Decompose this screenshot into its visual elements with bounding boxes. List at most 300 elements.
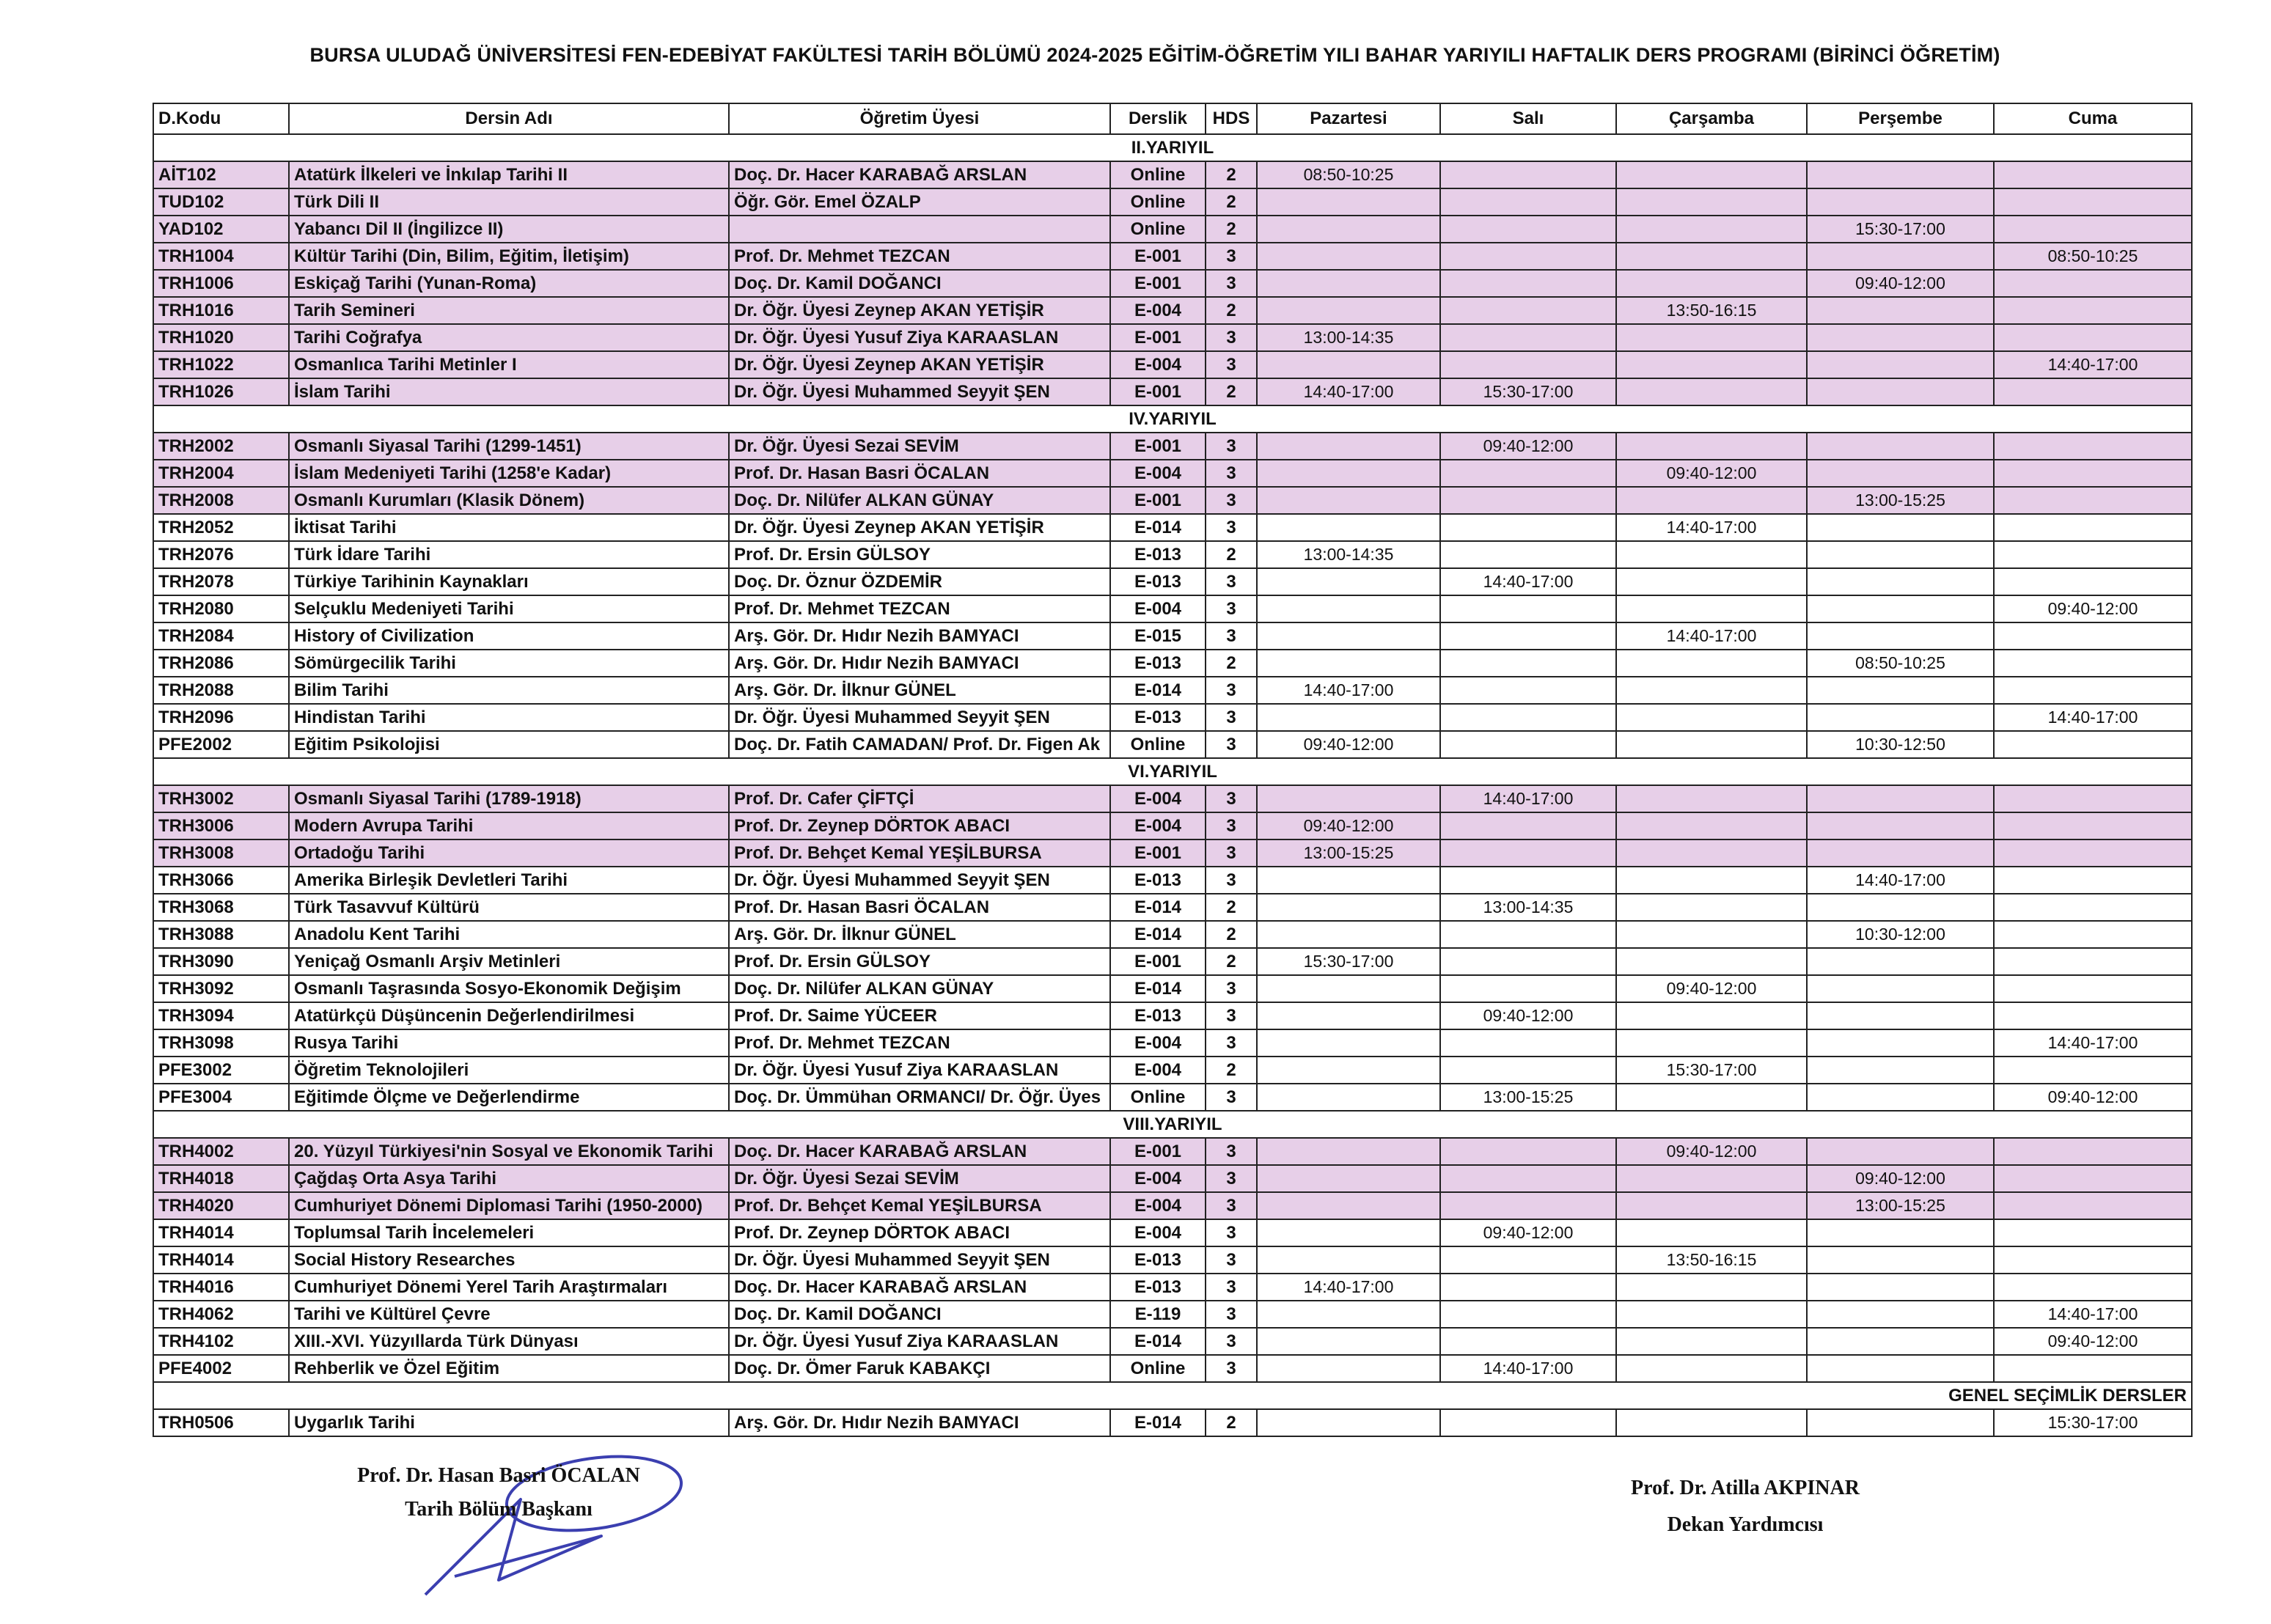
thursday-cell bbox=[1807, 622, 1994, 650]
room-cell: E-014 bbox=[1110, 1328, 1206, 1355]
course-row bbox=[153, 1355, 2192, 1382]
wednesday-cell bbox=[1616, 1084, 1807, 1111]
room-cell: E-014 bbox=[1110, 921, 1206, 948]
instructor-cell: Dr. Öğr. Üyesi Zeynep AKAN YETİŞİR bbox=[729, 351, 1110, 378]
friday-cell bbox=[1994, 433, 2192, 460]
semester-section-row bbox=[153, 405, 2192, 433]
tuesday-cell bbox=[1440, 1138, 1616, 1165]
code-cell: PFE2002 bbox=[153, 731, 289, 758]
tuesday-cell bbox=[1440, 243, 1616, 270]
hds-cell: 3 bbox=[1206, 704, 1257, 731]
hds-cell: 3 bbox=[1206, 595, 1257, 622]
course-cell: Ortadoğu Tarihi bbox=[289, 839, 729, 867]
code-cell: TRH3094 bbox=[153, 1002, 289, 1029]
room-cell: E-014 bbox=[1110, 677, 1206, 704]
course-cell: Toplumsal Tarih İncelemeleri bbox=[289, 1219, 729, 1246]
instructor-cell: Öğr. Gör. Emel ÖZALP bbox=[729, 188, 1110, 216]
course-cell: Çağdaş Orta Asya Tarihi bbox=[289, 1165, 729, 1192]
hds-cell: 2 bbox=[1206, 161, 1257, 188]
room-cell: E-004 bbox=[1110, 1219, 1206, 1246]
tuesday-cell bbox=[1440, 812, 1616, 839]
thursday-cell bbox=[1807, 514, 1994, 541]
thursday-cell bbox=[1807, 812, 1994, 839]
course-cell: Sömürgecilik Tarihi bbox=[289, 650, 729, 677]
friday-cell bbox=[1994, 1057, 2192, 1084]
friday-cell: 14:40-17:00 bbox=[1994, 704, 2192, 731]
course-row bbox=[153, 975, 2192, 1002]
code-cell: TRH1006 bbox=[153, 270, 289, 297]
course-cell: XIII.-XVI. Yüzyıllarda Türk Dünyası bbox=[289, 1328, 729, 1355]
tuesday-cell: 14:40-17:00 bbox=[1440, 1355, 1616, 1382]
tuesday-cell bbox=[1440, 677, 1616, 704]
course-row bbox=[153, 161, 2192, 188]
thursday-cell bbox=[1807, 351, 1994, 378]
friday-cell bbox=[1994, 921, 2192, 948]
course-row bbox=[153, 433, 2192, 460]
course-row bbox=[153, 1002, 2192, 1029]
tuesday-cell: 09:40-12:00 bbox=[1440, 1219, 1616, 1246]
room-cell: Online bbox=[1110, 216, 1206, 243]
instructor-cell: Dr. Öğr. Üyesi Yusuf Ziya KARAASLAN bbox=[729, 324, 1110, 351]
course-cell: Osmanlı Kurumları (Klasik Dönem) bbox=[289, 487, 729, 514]
room-cell: E-013 bbox=[1110, 1002, 1206, 1029]
signatory-name-right: Prof. Dr. Atilla AKPINAR bbox=[1631, 1477, 1860, 1499]
room-cell: Online bbox=[1110, 161, 1206, 188]
friday-cell: 14:40-17:00 bbox=[1994, 1301, 2192, 1328]
thursday-cell bbox=[1807, 839, 1994, 867]
instructor-cell: Doç. Dr. Öznur ÖZDEMİR bbox=[729, 568, 1110, 595]
hds-cell: 3 bbox=[1206, 433, 1257, 460]
instructor-cell: Dr. Öğr. Üyesi Zeynep AKAN YETİŞİR bbox=[729, 297, 1110, 324]
instructor-cell: Doç. Dr. Hacer KARABAĞ ARSLAN bbox=[729, 1138, 1110, 1165]
room-cell: E-001 bbox=[1110, 270, 1206, 297]
wednesday-cell bbox=[1616, 1192, 1807, 1219]
room-cell: E-013 bbox=[1110, 568, 1206, 595]
hds-cell: 3 bbox=[1206, 1192, 1257, 1219]
instructor-cell: Doç. Dr. Kamil DOĞANCI bbox=[729, 1301, 1110, 1328]
thursday-cell bbox=[1807, 677, 1994, 704]
friday-cell bbox=[1994, 650, 2192, 677]
friday-cell: 15:30-17:00 bbox=[1994, 1409, 2192, 1436]
monday-cell bbox=[1257, 867, 1440, 894]
friday-cell bbox=[1994, 216, 2192, 243]
tuesday-cell bbox=[1440, 1029, 1616, 1057]
monday-cell bbox=[1257, 1355, 1440, 1382]
monday-cell bbox=[1257, 921, 1440, 948]
code-cell: TRH1004 bbox=[153, 243, 289, 270]
schedule-body bbox=[153, 134, 2192, 1436]
instructor-cell: Prof. Dr. Behçet Kemal YEŞİLBURSA bbox=[729, 839, 1110, 867]
semester-section-label: VIII.YARIYIL bbox=[153, 1111, 2192, 1138]
course-row bbox=[153, 839, 2192, 867]
course-row bbox=[153, 1219, 2192, 1246]
tuesday-cell bbox=[1440, 514, 1616, 541]
hds-cell: 3 bbox=[1206, 514, 1257, 541]
thursday-cell bbox=[1807, 1029, 1994, 1057]
course-row bbox=[153, 487, 2192, 514]
semester-section-label: IV.YARIYIL bbox=[153, 405, 2192, 433]
hds-cell: 3 bbox=[1206, 677, 1257, 704]
course-row bbox=[153, 622, 2192, 650]
friday-cell bbox=[1994, 839, 2192, 867]
room-cell: E-004 bbox=[1110, 1192, 1206, 1219]
hds-cell: 3 bbox=[1206, 839, 1257, 867]
thursday-cell bbox=[1807, 785, 1994, 812]
hds-cell: 2 bbox=[1206, 378, 1257, 405]
instructor-cell: Prof. Dr. Zeynep DÖRTOK ABACI bbox=[729, 812, 1110, 839]
wednesday-cell bbox=[1616, 1002, 1807, 1029]
room-cell: E-013 bbox=[1110, 541, 1206, 568]
friday-cell bbox=[1994, 460, 2192, 487]
course-cell: Eskiçağ Tarihi (Yunan-Roma) bbox=[289, 270, 729, 297]
course-row bbox=[153, 704, 2192, 731]
room-cell: E-004 bbox=[1110, 297, 1206, 324]
document-title: BURSA ULUDAĞ ÜNİVERSİTESİ FEN-EDEBİYAT FAKÜLTESİ TARİH BÖLÜMÜ 2024-2025 EĞİTİM-ÖĞRETİM YILI BAHAR YARIYILI HAFTALIK DERS PROGRAMI (BİRİNCİ ÖĞRETİM) bbox=[309, 44, 2000, 66]
course-row bbox=[153, 1057, 2192, 1084]
course-row bbox=[153, 1409, 2192, 1436]
room-cell: E-004 bbox=[1110, 460, 1206, 487]
instructor-cell: Dr. Öğr. Üyesi Zeynep AKAN YETİŞİR bbox=[729, 514, 1110, 541]
friday-cell: 14:40-17:00 bbox=[1994, 1029, 2192, 1057]
code-cell: TRH2002 bbox=[153, 433, 289, 460]
code-cell: TRH2004 bbox=[153, 460, 289, 487]
monday-cell: 09:40-12:00 bbox=[1257, 731, 1440, 758]
monday-cell bbox=[1257, 1029, 1440, 1057]
thursday-cell bbox=[1807, 894, 1994, 921]
thursday-cell: 09:40-12:00 bbox=[1807, 270, 1994, 297]
code-cell: TRH3066 bbox=[153, 867, 289, 894]
signatory-title-right: Dekan Yardımcısı bbox=[1667, 1513, 1824, 1536]
friday-cell bbox=[1994, 867, 2192, 894]
room-cell: E-013 bbox=[1110, 1274, 1206, 1301]
friday-cell bbox=[1994, 1219, 2192, 1246]
room-cell: E-119 bbox=[1110, 1301, 1206, 1328]
instructor-cell: Prof. Dr. Mehmet TEZCAN bbox=[729, 595, 1110, 622]
course-row bbox=[153, 568, 2192, 595]
hds-cell: 2 bbox=[1206, 297, 1257, 324]
instructor-cell: Dr. Öğr. Üyesi Muhammed Seyyit ŞEN bbox=[729, 378, 1110, 405]
thursday-cell bbox=[1807, 568, 1994, 595]
wednesday-cell bbox=[1616, 433, 1807, 460]
monday-cell bbox=[1257, 894, 1440, 921]
hds-cell: 2 bbox=[1206, 216, 1257, 243]
course-cell: Eğitim Psikolojisi bbox=[289, 731, 729, 758]
instructor-cell: Dr. Öğr. Üyesi Muhammed Seyyit ŞEN bbox=[729, 867, 1110, 894]
course-row bbox=[153, 595, 2192, 622]
code-cell: TRH4018 bbox=[153, 1165, 289, 1192]
hds-cell: 2 bbox=[1206, 1057, 1257, 1084]
thursday-cell bbox=[1807, 1355, 1994, 1382]
thursday-cell bbox=[1807, 975, 1994, 1002]
wednesday-cell bbox=[1616, 161, 1807, 188]
room-cell: Online bbox=[1110, 1084, 1206, 1111]
code-cell: TRH4014 bbox=[153, 1246, 289, 1274]
hds-cell: 3 bbox=[1206, 487, 1257, 514]
instructor-cell: Doç. Dr. Nilüfer ALKAN GÜNAY bbox=[729, 975, 1110, 1002]
course-row bbox=[153, 1328, 2192, 1355]
thursday-cell bbox=[1807, 948, 1994, 975]
monday-cell bbox=[1257, 1138, 1440, 1165]
thursday-cell bbox=[1807, 324, 1994, 351]
hds-cell: 3 bbox=[1206, 1328, 1257, 1355]
wednesday-cell bbox=[1616, 1029, 1807, 1057]
course-row bbox=[153, 894, 2192, 921]
thursday-cell bbox=[1807, 188, 1994, 216]
friday-cell bbox=[1994, 1138, 2192, 1165]
friday-cell: 09:40-12:00 bbox=[1994, 1328, 2192, 1355]
friday-cell bbox=[1994, 622, 2192, 650]
friday-cell bbox=[1994, 378, 2192, 405]
tuesday-cell bbox=[1440, 297, 1616, 324]
course-cell: Tarihi Coğrafya bbox=[289, 324, 729, 351]
wednesday-cell bbox=[1616, 1409, 1807, 1436]
signatory-title-left: Tarih Bölüm Başkanı bbox=[405, 1498, 592, 1521]
thursday-cell bbox=[1807, 704, 1994, 731]
wednesday-cell bbox=[1616, 867, 1807, 894]
course-cell: Uygarlık Tarihi bbox=[289, 1409, 729, 1436]
course-cell: Yeniçağ Osmanlı Arşiv Metinleri bbox=[289, 948, 729, 975]
friday-cell bbox=[1994, 1246, 2192, 1274]
code-cell: TRH4062 bbox=[153, 1301, 289, 1328]
room-cell: E-004 bbox=[1110, 351, 1206, 378]
instructor-cell: Doç. Dr. Hacer KARABAĞ ARSLAN bbox=[729, 161, 1110, 188]
course-cell: Osmanlıca Tarihi Metinler I bbox=[289, 351, 729, 378]
thursday-cell bbox=[1807, 1138, 1994, 1165]
course-row bbox=[153, 541, 2192, 568]
instructor-cell: Dr. Öğr. Üyesi Sezai SEVİM bbox=[729, 433, 1110, 460]
hds-cell: 2 bbox=[1206, 921, 1257, 948]
friday-cell bbox=[1994, 514, 2192, 541]
code-cell: TRH4016 bbox=[153, 1274, 289, 1301]
monday-cell bbox=[1257, 704, 1440, 731]
room-cell: E-004 bbox=[1110, 812, 1206, 839]
hds-cell: 2 bbox=[1206, 1409, 1257, 1436]
monday-cell bbox=[1257, 975, 1440, 1002]
code-cell: PFE3002 bbox=[153, 1057, 289, 1084]
course-cell: Türk Dili II bbox=[289, 188, 729, 216]
room-cell: E-001 bbox=[1110, 433, 1206, 460]
hds-cell: 3 bbox=[1206, 243, 1257, 270]
thursday-cell bbox=[1807, 243, 1994, 270]
wednesday-cell: 15:30-17:00 bbox=[1616, 1057, 1807, 1084]
instructor-cell: Dr. Öğr. Üyesi Sezai SEVİM bbox=[729, 1165, 1110, 1192]
wednesday-cell bbox=[1616, 948, 1807, 975]
room-cell: E-013 bbox=[1110, 1246, 1206, 1274]
instructor-cell: Prof. Dr. Behçet Kemal YEŞİLBURSA bbox=[729, 1192, 1110, 1219]
room-cell: E-001 bbox=[1110, 487, 1206, 514]
code-cell: TRH2080 bbox=[153, 595, 289, 622]
tuesday-cell bbox=[1440, 704, 1616, 731]
friday-cell bbox=[1994, 812, 2192, 839]
room-cell: E-001 bbox=[1110, 1138, 1206, 1165]
thursday-cell bbox=[1807, 1409, 1994, 1436]
thursday-cell bbox=[1807, 161, 1994, 188]
room-cell: E-004 bbox=[1110, 785, 1206, 812]
room-cell: E-014 bbox=[1110, 1409, 1206, 1436]
wednesday-cell bbox=[1616, 1165, 1807, 1192]
course-row bbox=[153, 1246, 2192, 1274]
monday-cell bbox=[1257, 297, 1440, 324]
friday-cell: 14:40-17:00 bbox=[1994, 351, 2192, 378]
room-cell: E-001 bbox=[1110, 839, 1206, 867]
monday-cell bbox=[1257, 216, 1440, 243]
friday-cell bbox=[1994, 541, 2192, 568]
col-header-hds: HDS bbox=[1206, 103, 1257, 134]
course-cell: Bilim Tarihi bbox=[289, 677, 729, 704]
signature-block-right bbox=[1562, 1470, 1929, 1543]
monday-cell bbox=[1257, 1409, 1440, 1436]
tuesday-cell bbox=[1440, 324, 1616, 351]
tuesday-cell: 13:00-15:25 bbox=[1440, 1084, 1616, 1111]
monday-cell bbox=[1257, 1301, 1440, 1328]
wednesday-cell bbox=[1616, 812, 1807, 839]
code-cell: TRH3006 bbox=[153, 812, 289, 839]
tuesday-cell bbox=[1440, 541, 1616, 568]
course-cell: Rehberlik ve Özel Eğitim bbox=[289, 1355, 729, 1382]
hds-cell: 2 bbox=[1206, 650, 1257, 677]
wednesday-cell bbox=[1616, 1355, 1807, 1382]
monday-cell bbox=[1257, 1165, 1440, 1192]
hds-cell: 3 bbox=[1206, 1029, 1257, 1057]
wednesday-cell bbox=[1616, 487, 1807, 514]
tuesday-cell: 13:00-14:35 bbox=[1440, 894, 1616, 921]
code-cell: TRH3090 bbox=[153, 948, 289, 975]
course-cell: İslam Tarihi bbox=[289, 378, 729, 405]
friday-cell: 09:40-12:00 bbox=[1994, 595, 2192, 622]
instructor-cell: Doç. Dr. Fatih CAMADAN/ Prof. Dr. Figen Ak bbox=[729, 731, 1110, 758]
hds-cell: 2 bbox=[1206, 188, 1257, 216]
tuesday-cell bbox=[1440, 650, 1616, 677]
monday-cell bbox=[1257, 1002, 1440, 1029]
wednesday-cell bbox=[1616, 1328, 1807, 1355]
semester-section-row bbox=[153, 1111, 2192, 1138]
thursday-cell bbox=[1807, 297, 1994, 324]
code-cell: TRH4020 bbox=[153, 1192, 289, 1219]
code-cell: TRH0506 bbox=[153, 1409, 289, 1436]
instructor-cell: Prof. Dr. Zeynep DÖRTOK ABACI bbox=[729, 1219, 1110, 1246]
instructor-cell: Prof. Dr. Ersin GÜLSOY bbox=[729, 948, 1110, 975]
course-cell: Öğretim Teknolojileri bbox=[289, 1057, 729, 1084]
thursday-cell bbox=[1807, 1219, 1994, 1246]
wednesday-cell: 14:40-17:00 bbox=[1616, 514, 1807, 541]
tuesday-cell bbox=[1440, 948, 1616, 975]
course-row bbox=[153, 324, 2192, 351]
course-cell: Osmanlı Siyasal Tarihi (1299-1451) bbox=[289, 433, 729, 460]
friday-cell bbox=[1994, 297, 2192, 324]
course-cell: Kültür Tarihi (Din, Bilim, Eğitim, İletişim) bbox=[289, 243, 729, 270]
hds-cell: 2 bbox=[1206, 948, 1257, 975]
room-cell: E-004 bbox=[1110, 1057, 1206, 1084]
code-cell: TRH3002 bbox=[153, 785, 289, 812]
code-cell: TRH3092 bbox=[153, 975, 289, 1002]
thursday-cell: 15:30-17:00 bbox=[1807, 216, 1994, 243]
course-row bbox=[153, 921, 2192, 948]
tuesday-cell bbox=[1440, 1057, 1616, 1084]
course-cell: Rusya Tarihi bbox=[289, 1029, 729, 1057]
course-row bbox=[153, 270, 2192, 297]
thursday-cell: 09:40-12:00 bbox=[1807, 1165, 1994, 1192]
hds-cell: 3 bbox=[1206, 1219, 1257, 1246]
col-header-friday: Cuma bbox=[1994, 103, 2192, 134]
monday-cell bbox=[1257, 1084, 1440, 1111]
course-row bbox=[153, 812, 2192, 839]
wednesday-cell bbox=[1616, 568, 1807, 595]
friday-cell bbox=[1994, 324, 2192, 351]
hds-cell: 3 bbox=[1206, 1246, 1257, 1274]
friday-cell: 08:50-10:25 bbox=[1994, 243, 2192, 270]
instructor-cell: Prof. Dr. Hasan Basri ÖCALAN bbox=[729, 894, 1110, 921]
monday-cell: 13:00-15:25 bbox=[1257, 839, 1440, 867]
tuesday-cell bbox=[1440, 595, 1616, 622]
wednesday-cell bbox=[1616, 378, 1807, 405]
hds-cell: 3 bbox=[1206, 324, 1257, 351]
wednesday-cell: 13:50-16:15 bbox=[1616, 1246, 1807, 1274]
room-cell: E-001 bbox=[1110, 378, 1206, 405]
monday-cell bbox=[1257, 188, 1440, 216]
monday-cell bbox=[1257, 351, 1440, 378]
monday-cell bbox=[1257, 1328, 1440, 1355]
friday-cell bbox=[1994, 1192, 2192, 1219]
room-cell: E-001 bbox=[1110, 948, 1206, 975]
col-header-instructor: Öğretim Üyesi bbox=[729, 103, 1110, 134]
course-row bbox=[153, 1301, 2192, 1328]
instructor-cell: Arş. Gör. Dr. Hıdır Nezih BAMYACI bbox=[729, 650, 1110, 677]
tuesday-cell bbox=[1440, 188, 1616, 216]
col-header-monday: Pazartesi bbox=[1257, 103, 1440, 134]
wednesday-cell bbox=[1616, 650, 1807, 677]
course-cell: Atatürkçü Düşüncenin Değerlendirilmesi bbox=[289, 1002, 729, 1029]
code-cell: TRH2052 bbox=[153, 514, 289, 541]
course-cell: Cumhuriyet Dönemi Diplomasi Tarihi (1950-2000) bbox=[289, 1192, 729, 1219]
instructor-cell: Doç. Dr. Nilüfer ALKAN GÜNAY bbox=[729, 487, 1110, 514]
wednesday-cell bbox=[1616, 541, 1807, 568]
wednesday-cell: 09:40-12:00 bbox=[1616, 1138, 1807, 1165]
schedule-table bbox=[153, 103, 2193, 1437]
code-cell: TRH3088 bbox=[153, 921, 289, 948]
thursday-cell bbox=[1807, 595, 1994, 622]
tuesday-cell: 09:40-12:00 bbox=[1440, 1002, 1616, 1029]
course-cell: Tarih Semineri bbox=[289, 297, 729, 324]
course-cell: Modern Avrupa Tarihi bbox=[289, 812, 729, 839]
course-cell: Eğitimde Ölçme ve Değerlendirme bbox=[289, 1084, 729, 1111]
course-row bbox=[153, 1274, 2192, 1301]
thursday-cell: 13:00-15:25 bbox=[1807, 487, 1994, 514]
hds-cell: 3 bbox=[1206, 622, 1257, 650]
course-row bbox=[153, 785, 2192, 812]
hds-cell: 3 bbox=[1206, 1274, 1257, 1301]
friday-cell bbox=[1994, 894, 2192, 921]
monday-cell bbox=[1257, 1192, 1440, 1219]
course-cell: İktisat Tarihi bbox=[289, 514, 729, 541]
instructor-cell: Prof. Dr. Ersin GÜLSOY bbox=[729, 541, 1110, 568]
monday-cell bbox=[1257, 1246, 1440, 1274]
course-cell: Atatürk İlkeleri ve İnkılap Tarihi II bbox=[289, 161, 729, 188]
monday-cell bbox=[1257, 487, 1440, 514]
wednesday-cell bbox=[1616, 1301, 1807, 1328]
col-header-course: Dersin Adı bbox=[289, 103, 729, 134]
monday-cell bbox=[1257, 1219, 1440, 1246]
wednesday-cell bbox=[1616, 188, 1807, 216]
room-cell: E-014 bbox=[1110, 894, 1206, 921]
friday-cell bbox=[1994, 270, 2192, 297]
course-row bbox=[153, 514, 2192, 541]
code-cell: TRH1022 bbox=[153, 351, 289, 378]
hds-cell: 3 bbox=[1206, 270, 1257, 297]
monday-cell bbox=[1257, 622, 1440, 650]
instructor-cell: Doç. Dr. Hacer KARABAĞ ARSLAN bbox=[729, 1274, 1110, 1301]
course-row bbox=[153, 677, 2192, 704]
signature-block-left bbox=[315, 1459, 682, 1526]
